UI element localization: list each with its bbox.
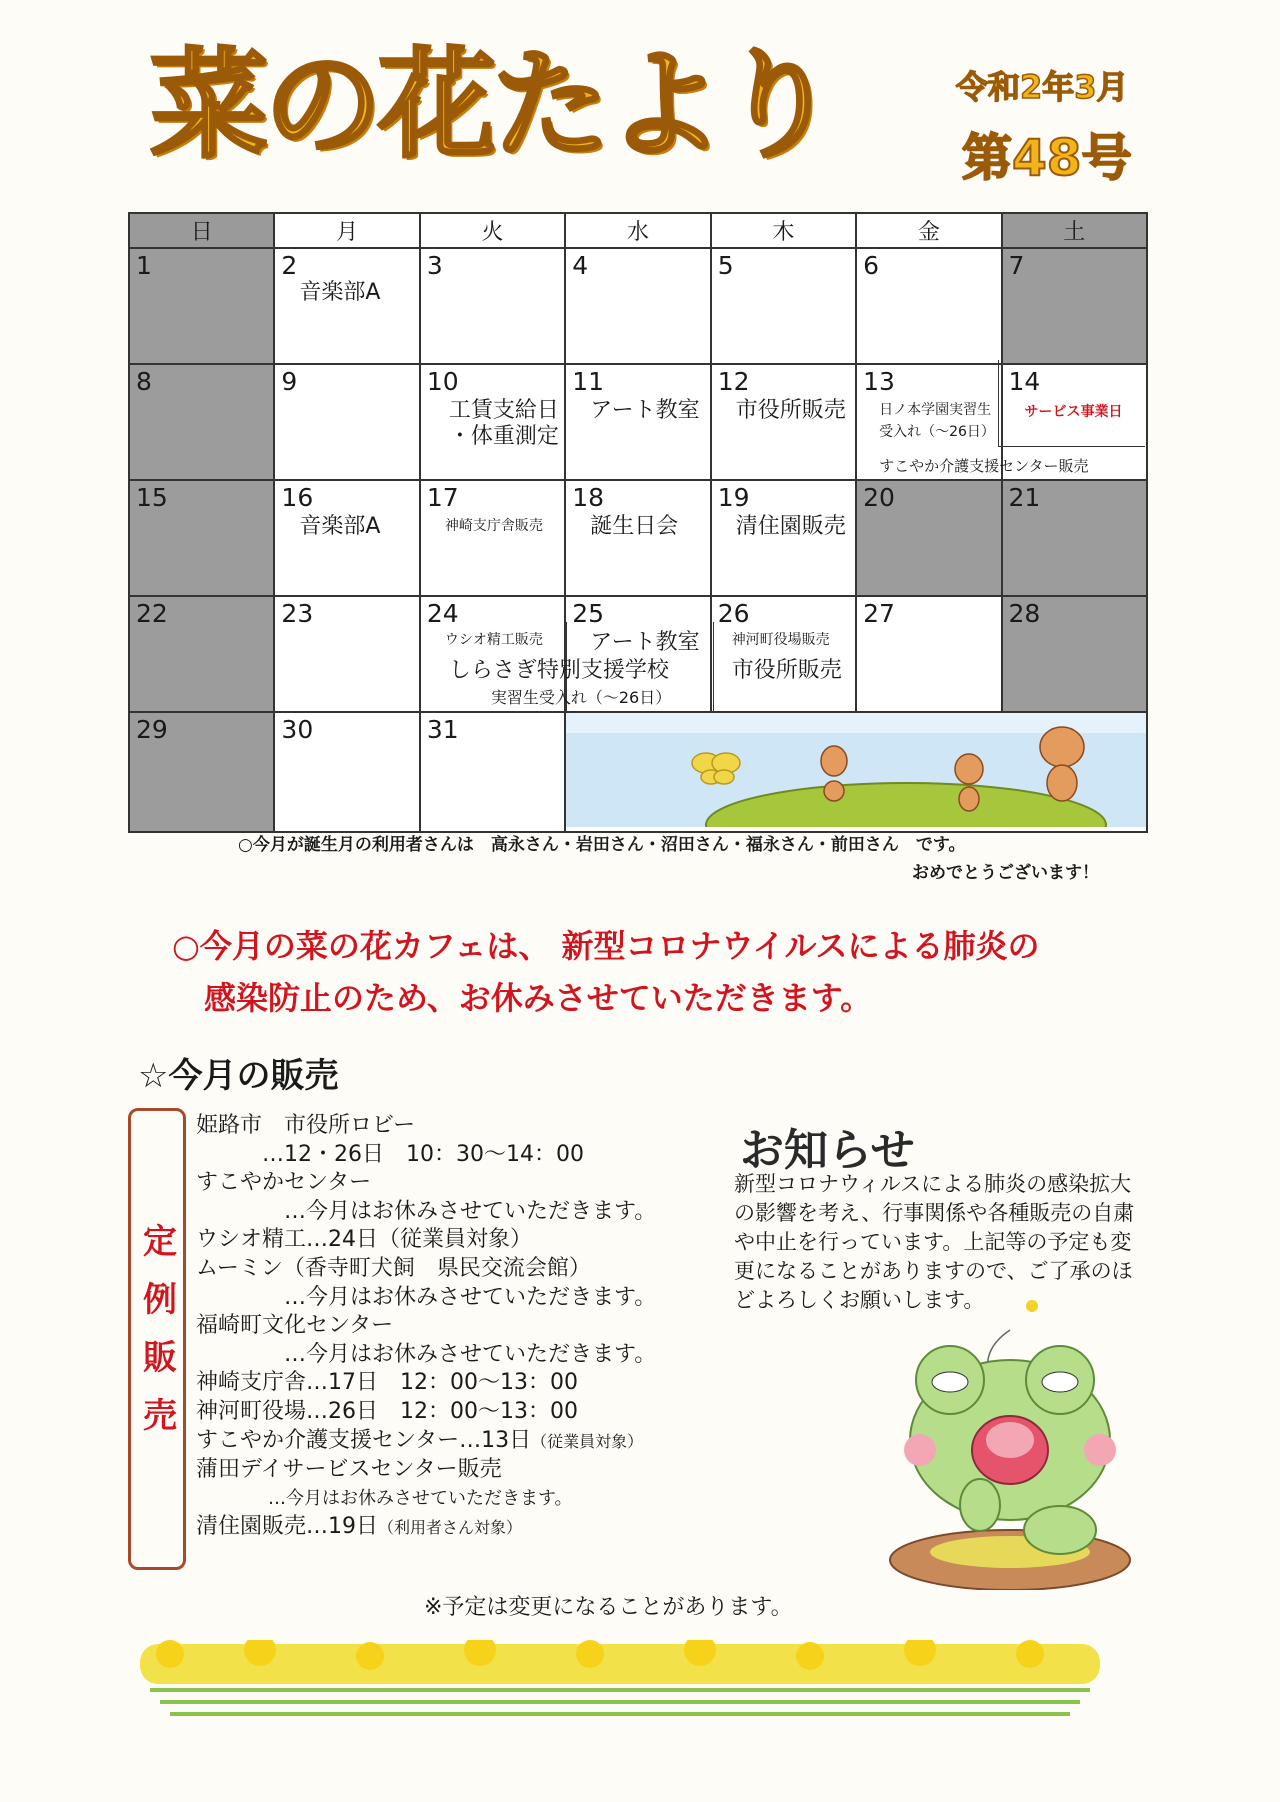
day-number: 27 bbox=[863, 599, 895, 628]
weekday-thu: 木 bbox=[711, 213, 856, 248]
list-item-note: （利用者さん対象） bbox=[378, 1518, 523, 1538]
day-number: 29 bbox=[136, 715, 168, 744]
day-number: 6 bbox=[863, 251, 880, 280]
weekday-tue: 火 bbox=[420, 213, 565, 248]
event-label: アート教室 bbox=[590, 398, 700, 423]
cafe-line: 感染防止のため、お休みさせていただきます。 bbox=[204, 979, 873, 1017]
day-number: 26 bbox=[717, 599, 750, 628]
regular-sales-label bbox=[128, 1108, 186, 1570]
list-item: 神河町役場…26日 12：00〜13：00 bbox=[196, 1398, 578, 1424]
calendar-day bbox=[856, 480, 1001, 596]
day-number: 30 bbox=[281, 715, 314, 744]
calendar-day bbox=[565, 364, 710, 480]
list-item: …今月はお休みさせていただきます。 bbox=[196, 1284, 657, 1310]
newsletter-title: 菜の花たより bbox=[150, 36, 835, 174]
event-label: すこやか介護支援センター販売 bbox=[879, 457, 1089, 475]
day-number: 9 bbox=[281, 367, 298, 396]
event-box bbox=[998, 360, 1145, 447]
notice-body: 新型コロナウィルスによる肺炎の感染拡大の影響を考え、行事関係や各種販売の自粛や中止を行っています。上記等の予定も変更になることがありますので、ご了承のほどよろしくお願いします。 bbox=[734, 1172, 1135, 1312]
calendar-day bbox=[129, 596, 274, 712]
event-label: 音楽部A bbox=[299, 514, 381, 539]
list-item bbox=[196, 1427, 656, 1457]
day-number: 8 bbox=[136, 367, 152, 396]
frog-illustration bbox=[860, 1290, 1140, 1590]
day-number: 12 bbox=[717, 367, 750, 396]
day-number: 7 bbox=[1008, 251, 1025, 280]
calendar-day bbox=[129, 364, 274, 480]
calendar-week bbox=[129, 596, 1147, 712]
day-number: 16 bbox=[281, 483, 314, 512]
calendar-day bbox=[274, 712, 419, 832]
event-label: 神河町役場販売 bbox=[731, 632, 830, 648]
regular-sales-text: 定例販売 bbox=[136, 1223, 177, 1455]
event-label: 音楽部A bbox=[299, 280, 381, 305]
calendar-day bbox=[711, 480, 856, 596]
day-number: 1 bbox=[136, 251, 152, 280]
list-item: …今月はお休みさせていただきます。 bbox=[196, 1198, 657, 1224]
day-number: 28 bbox=[1008, 599, 1041, 628]
calendar-day bbox=[274, 480, 419, 596]
event-label: ウシオ精工販売 bbox=[444, 632, 543, 648]
calendar-day bbox=[1002, 480, 1147, 596]
calendar-day bbox=[565, 480, 710, 596]
list-item: すこやかセンター bbox=[196, 1170, 372, 1196]
calendar-day bbox=[274, 596, 419, 712]
day-number: 15 bbox=[136, 483, 168, 512]
day-number: 11 bbox=[572, 367, 605, 396]
calendar-day bbox=[856, 596, 1001, 712]
issue-date: 令和2年3月 bbox=[956, 68, 1129, 106]
list-item: 蒲田デイサービスセンター販売 bbox=[196, 1457, 502, 1483]
event-label: 誕生日会 bbox=[590, 514, 679, 539]
list-item: …今月はお休みさせていただきます。 bbox=[196, 1341, 657, 1367]
day-number: 17 bbox=[426, 483, 459, 512]
calendar-day bbox=[856, 248, 1001, 364]
event-label: サービス事業日 bbox=[1024, 404, 1123, 420]
rapeseed-flowers-border bbox=[140, 1640, 1100, 1724]
day-number: 13 bbox=[863, 367, 895, 396]
day-number: 31 bbox=[426, 715, 459, 744]
notice-heading: お知らせ bbox=[740, 1125, 915, 1176]
event-label: 実習生受入れ（〜26日） bbox=[490, 688, 672, 707]
calendar-day bbox=[420, 712, 565, 832]
calendar-day bbox=[1002, 596, 1147, 712]
event-label: しらさぎ特別支援学校 bbox=[448, 658, 669, 683]
day-number: 10 bbox=[426, 367, 459, 396]
weekday-sat: 土 bbox=[1002, 213, 1147, 248]
calendar-week bbox=[129, 712, 1147, 832]
list-item: ウシオ精工…24日（従業員対象） bbox=[196, 1227, 532, 1253]
day-number: 23 bbox=[281, 599, 314, 628]
footnote: ※予定は変更になることがあります。 bbox=[424, 1595, 793, 1620]
cafe-line: ○今月の菜の花カフェは、 新型コロナウイルスによる肺炎の bbox=[172, 927, 1040, 965]
day-number: 22 bbox=[136, 599, 168, 628]
issue-number: 第48号 bbox=[962, 129, 1132, 187]
birthday-congrats: おめでとうございます！ bbox=[912, 863, 1099, 883]
day-number: 4 bbox=[572, 251, 589, 280]
calendar-day bbox=[420, 364, 565, 480]
list-item: …12・26日 10：30〜14：00 bbox=[196, 1141, 584, 1167]
list-item-text: すこやか介護支援センター…13日 bbox=[196, 1427, 532, 1453]
weekday-header bbox=[129, 213, 1147, 248]
birthday-notice: ○今月が誕生月の利用者さんは 高永さん・岩田さん・沼田さん・福永さん・前田さん です。 bbox=[238, 835, 966, 855]
day-number: 2 bbox=[281, 251, 298, 280]
calendar-day bbox=[274, 364, 419, 480]
day-number: 25 bbox=[572, 599, 605, 628]
list-item-text: 清住園販売…19日 bbox=[196, 1514, 378, 1540]
day-number: 14 bbox=[1008, 367, 1041, 396]
calendar-day bbox=[129, 248, 274, 364]
calendar-day bbox=[711, 248, 856, 364]
calendar-week bbox=[129, 480, 1147, 596]
calendar-day bbox=[711, 364, 856, 480]
day-number: 21 bbox=[1008, 483, 1041, 512]
calendar-day bbox=[1002, 248, 1147, 364]
weekday-fri: 金 bbox=[856, 213, 1001, 248]
pond-illustration bbox=[565, 712, 1147, 832]
sales-list bbox=[196, 1112, 656, 1543]
event-label: 清住園販売 bbox=[735, 514, 846, 539]
list-item-note: （従業員対象） bbox=[531, 1431, 644, 1451]
day-number: 19 bbox=[717, 483, 750, 512]
event-label: 神崎支庁舎販売 bbox=[444, 518, 543, 534]
day-number: 3 bbox=[426, 251, 443, 280]
sales-heading: ☆今月の販売 bbox=[138, 1056, 339, 1096]
calendar-day bbox=[420, 248, 565, 364]
calendar-day bbox=[420, 480, 565, 596]
weekday-wed: 水 bbox=[565, 213, 710, 248]
list-item: 神崎支庁舎…17日 12：00〜13：00 bbox=[196, 1370, 578, 1396]
calendar-day bbox=[129, 480, 274, 596]
event-label: 市役所販売 bbox=[731, 658, 842, 683]
event-label: 市役所販売 bbox=[735, 398, 846, 423]
day-number: 24 bbox=[426, 599, 459, 628]
calendar-day bbox=[711, 596, 856, 712]
pond-drawing bbox=[566, 713, 1147, 827]
calendar-day bbox=[565, 248, 710, 364]
event-label: 工賃支給日 bbox=[448, 398, 559, 423]
list-item: …今月はお休みさせていただきます。 bbox=[196, 1487, 573, 1509]
calendar-week bbox=[129, 248, 1147, 364]
list-item bbox=[196, 1513, 656, 1543]
list-item: ムーミン（香寺町犬飼 県民交流会館） bbox=[196, 1255, 591, 1281]
calendar-day bbox=[129, 712, 274, 832]
calendar-day bbox=[274, 248, 419, 364]
event-label: 日ノ本学園実習生 bbox=[879, 402, 992, 418]
cafe-notice bbox=[172, 920, 1040, 1024]
day-number: 5 bbox=[717, 251, 734, 280]
event-label: ・体重測定 bbox=[448, 424, 559, 449]
day-number: 20 bbox=[863, 483, 895, 512]
weekday-mon: 月 bbox=[274, 213, 419, 248]
calendar bbox=[128, 212, 1148, 833]
calendar-week bbox=[129, 364, 1147, 480]
list-item: 姫路市 市役所ロビー bbox=[196, 1113, 416, 1138]
list-item: 福崎町文化センター bbox=[196, 1313, 394, 1339]
weekday-sun: 日 bbox=[129, 213, 274, 248]
day-number: 18 bbox=[572, 483, 605, 512]
event-label: 受入れ（〜26日） bbox=[879, 424, 995, 440]
event-label: アート教室 bbox=[590, 630, 700, 655]
